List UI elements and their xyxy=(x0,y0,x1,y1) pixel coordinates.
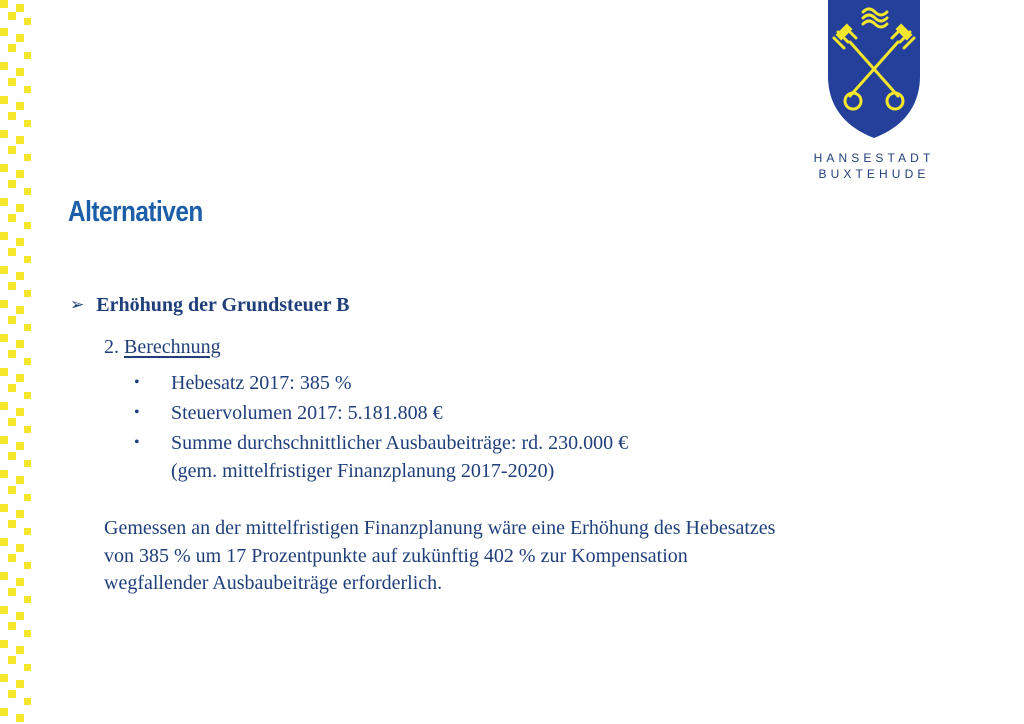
crossed-keys-shield-icon xyxy=(820,0,928,140)
list-item-subtext: (gem. mittelfristiger Finanzplanung 2017-2020) xyxy=(171,460,555,482)
list-item-text: Steuervolumen 2017: 5.181.808 € xyxy=(171,402,443,424)
logo xyxy=(812,0,936,190)
paragraph-line-2: von 385 % um 17 Prozentpunkte auf zukünftig 402 % zur Kompensation xyxy=(104,544,688,567)
logo-text xyxy=(812,150,936,182)
arrow-bullet-icon: ➢ xyxy=(70,295,85,315)
paragraph-line-3: wegfallender Ausbaubeiträge erforderlich. xyxy=(104,572,443,594)
section-heading xyxy=(104,336,221,359)
summary-paragraph xyxy=(104,515,924,598)
list-item xyxy=(134,429,774,485)
list-item-text: Hebesatz 2017: 385 % xyxy=(171,372,352,394)
logo-line-1: HANSESTADT xyxy=(813,151,935,165)
page-title: Alternativen xyxy=(68,196,203,228)
section-number: 2. xyxy=(104,336,119,358)
calculation-list xyxy=(134,369,774,487)
main-bullet-text: Erhöhung der Grundsteuer B xyxy=(96,294,350,316)
left-checkered-border xyxy=(0,0,34,724)
main-bullet xyxy=(70,294,349,317)
bullet-dot-icon: • xyxy=(134,404,140,421)
list-item xyxy=(134,369,774,397)
logo-line-2: BUXTEHUDE xyxy=(818,167,930,181)
list-item xyxy=(134,399,774,427)
paragraph-line-1: Gemessen an der mittelfristigen Finanzplanung wäre eine Erhöhung des Hebesatzes xyxy=(104,517,776,539)
bullet-dot-icon: • xyxy=(134,434,140,451)
section-label: Berechnung xyxy=(124,336,221,358)
bullet-dot-icon: • xyxy=(134,374,140,391)
list-item-text: Summe durchschnittlicher Ausbaubeiträge: rd. 230.000 € xyxy=(171,432,629,454)
